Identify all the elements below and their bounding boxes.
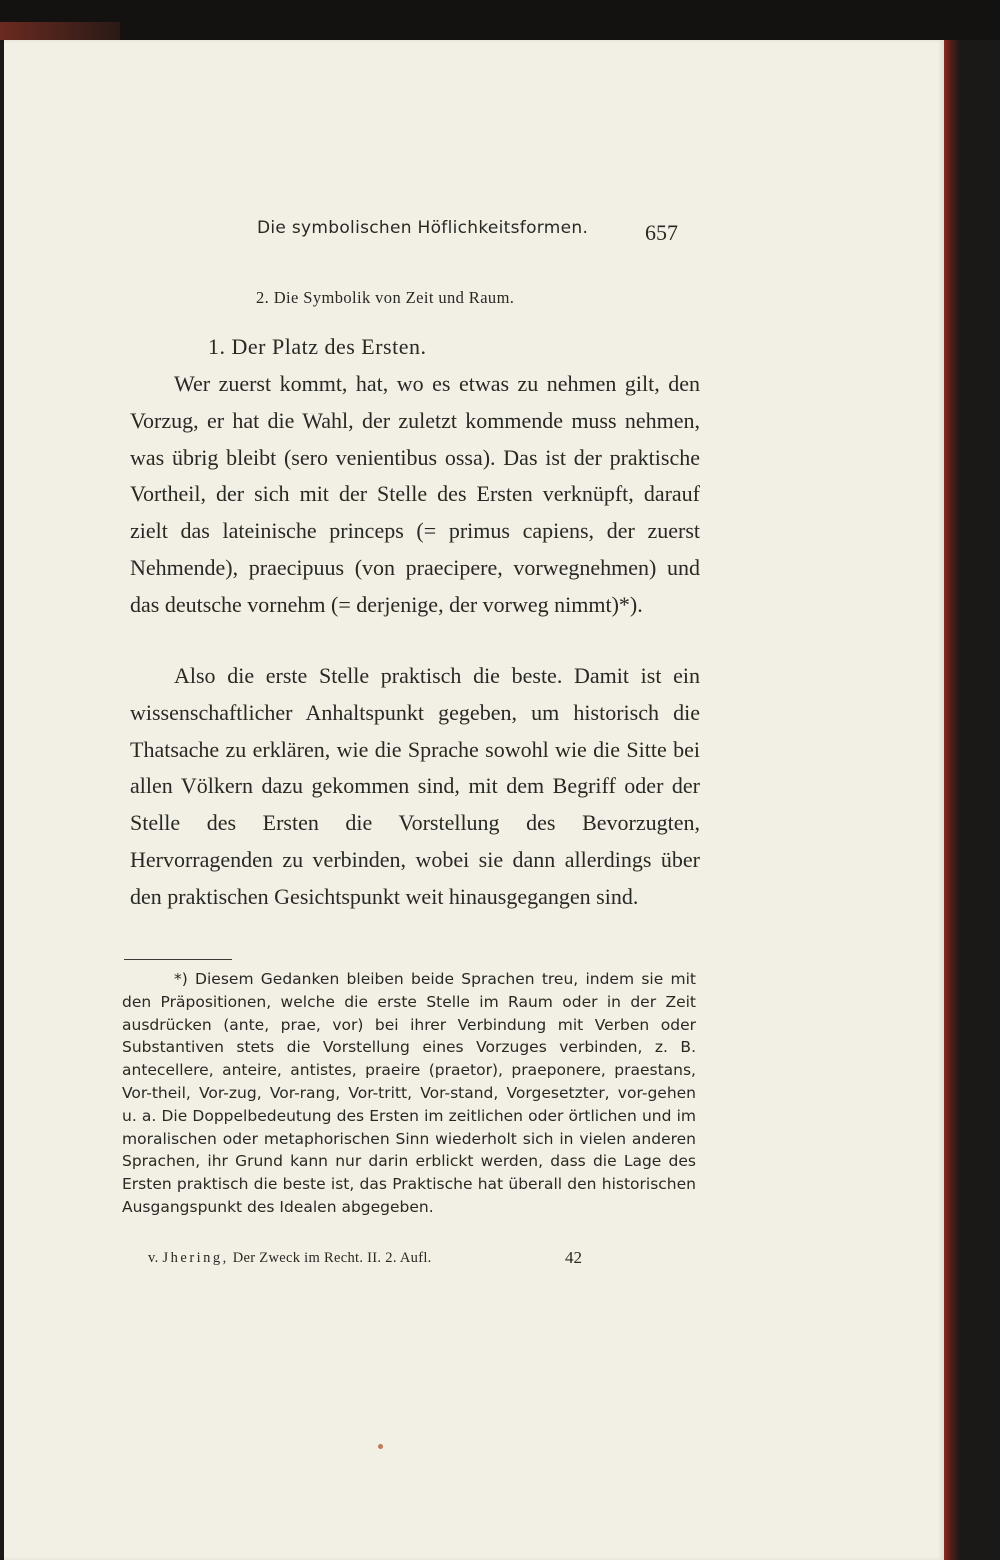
- subsection-heading: 1. Der Platz des Ersten.: [208, 334, 427, 359]
- binding-edge: [0, 22, 120, 40]
- footnote: *) Diesem Gedanken bleiben beide Sprachen treu, indem sie mit den Präpositionen, welche die erste Stelle im Raum oder in der Zeit ausdrücken (ante, prae, vor) bei ihrer Verbindung mit Verben oder Substantiven stets die Vorstellung eines Vorzuges verbinden, z. B. antecellere, anteire, antistes, praeire (praetor), praeponere, praestans, Vor-theil, Vor-zug, Vor-rang, Vor-tritt, Vor-stand, Vorgesetzter, vor-gehen u. a. Die Doppelbedeutung des Ersten im zeitlichen oder örtlichen und im moralischen oder metaphorischen Sinn wiederholt sich in vielen anderen Sprachen, ihr Grund kann nur darin erblickt werden, dass die Lage des Ersten praktisch die beste ist, das Praktische hat überall den historischen Ausgangspunkt des Idealen abgegeben.: [122, 970, 696, 1216]
- page-number: 657: [645, 220, 678, 245]
- signature-title: Der Zweck im Recht. II. 2. Aufl.: [232, 1250, 432, 1266]
- running-head: Die symbolischen Höflichkeitsformen.: [257, 218, 589, 238]
- signature-author: Jhering,: [162, 1250, 229, 1266]
- footnote-rule: [124, 959, 232, 960]
- sheet-number: 42: [565, 1248, 582, 1267]
- paper-speck: [378, 1444, 383, 1449]
- paragraph-1: Wer zuerst kommt, hat, wo es etwas zu nehmen gilt, den Vorzug, er hat die Wahl, der zuletzt kommende muss nehmen, was übrig bleibt (sero venientibus ossa). Das ist der praktische Vortheil, der sich mit der Stelle des Ersten verknüpft, darauf zielt das lateinische princeps (= primus capiens, der zuerst Nehmende), praecipuus (von praecipere, vorwegnehmen) und das deutsche vornehm (= derjenige, der vorweg nimmt)*).: [130, 371, 700, 617]
- printer-signature: [148, 1250, 432, 1267]
- paragraph-2: Also die erste Stelle praktisch die beste. Damit ist ein wissenschaftlicher Anhaltspunkt gegeben, um historisch die Thatsache zu erklären, wie die Sprache sowohl wie die Sitte bei allen Völkern dazu gekommen sind, mit dem Begriff oder der Stelle des Ersten die Vorstellung des Bevorzugten, Hervorragenden zu verbinden, wobei sie dann allerdings über den praktischen Gesichtspunkt weit hinausgegangen sind.: [130, 663, 700, 909]
- signature-prefix: v.: [148, 1250, 159, 1266]
- section-heading: 2. Die Symbolik von Zeit und Raum.: [256, 288, 515, 307]
- scan-top-margin: [0, 0, 1000, 40]
- book-edge: [944, 40, 1000, 1560]
